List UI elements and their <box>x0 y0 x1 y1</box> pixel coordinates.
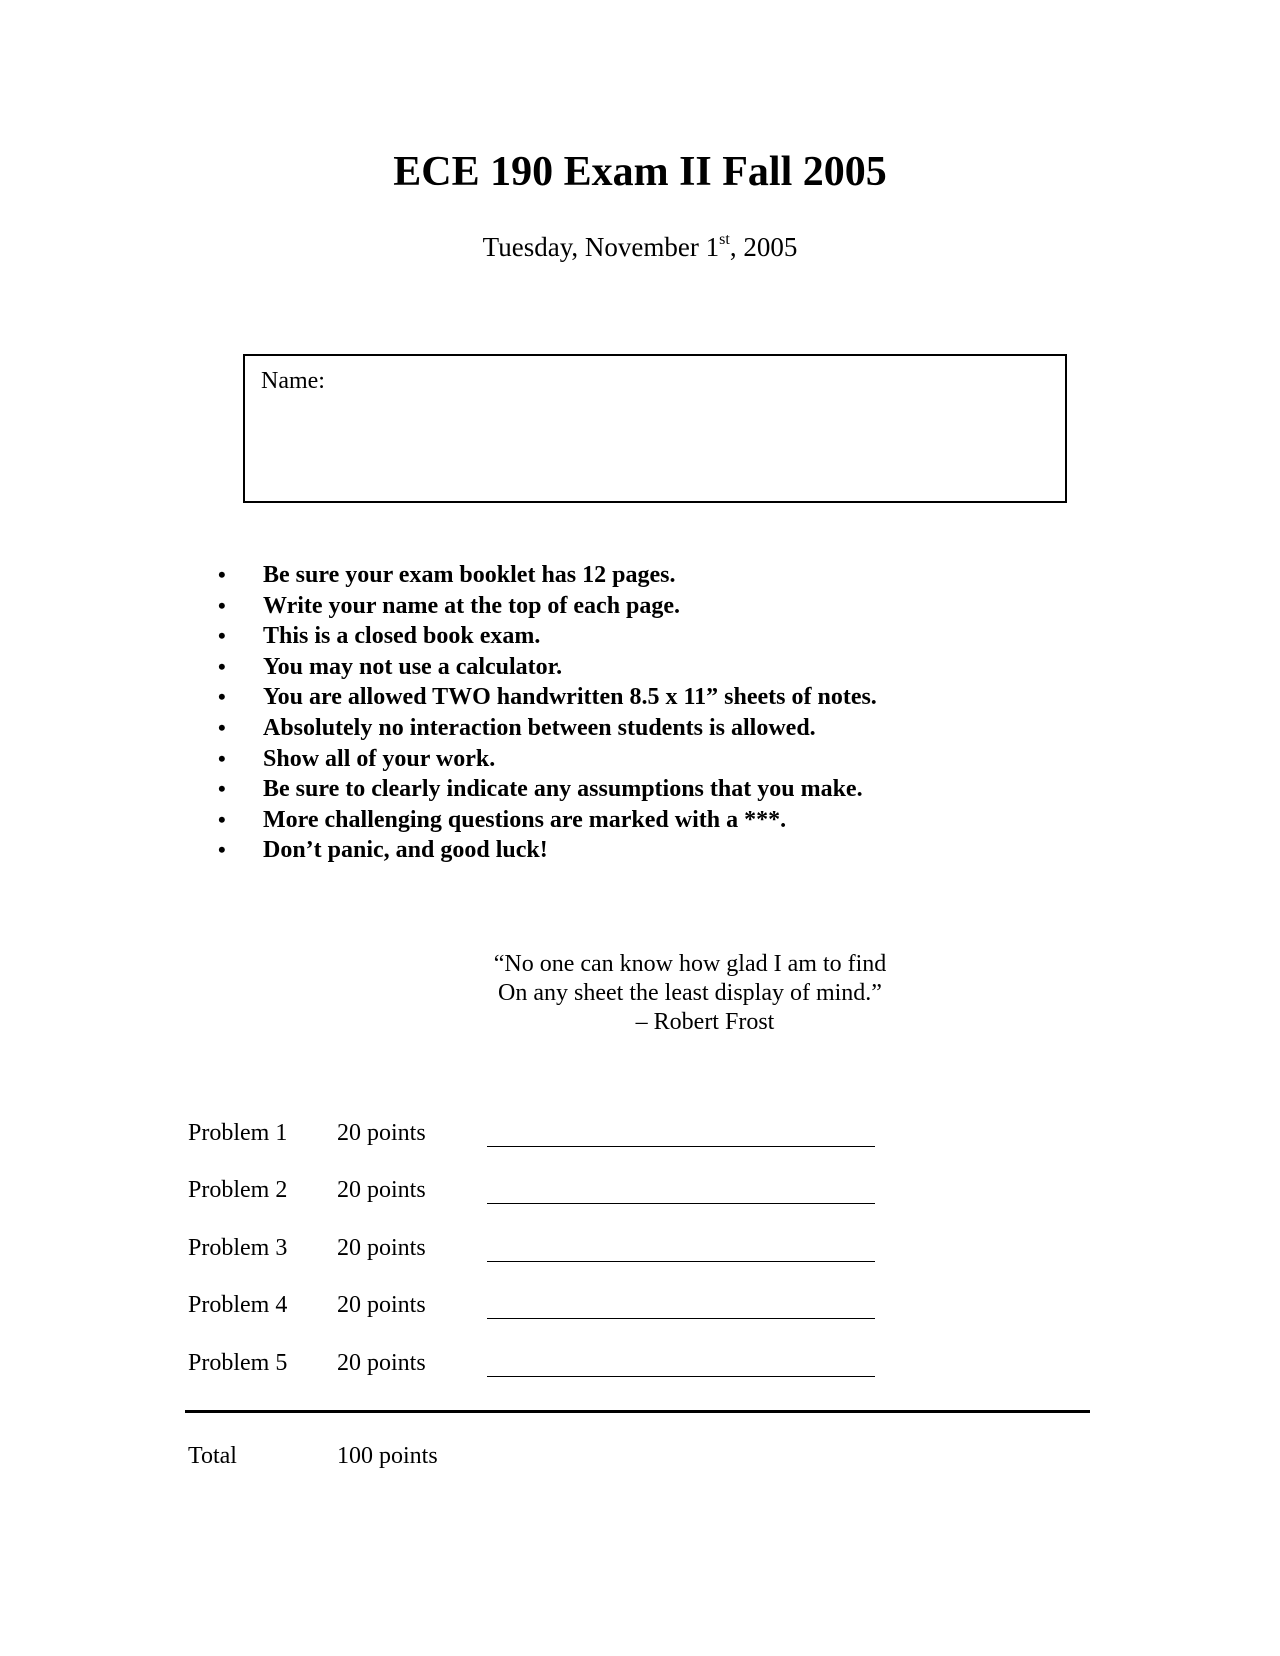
instruction-text: Write your name at the top of each page. <box>263 592 681 619</box>
total-divider <box>185 1410 1090 1413</box>
score-row <box>0 1120 1280 1177</box>
instruction-text: Absolutely no interaction between students is allowed. <box>263 714 816 741</box>
epigraph-quote <box>440 950 940 1037</box>
problem-points: 20 points <box>337 1177 426 1204</box>
bullet-icon: • <box>218 684 226 710</box>
bullet-icon: • <box>218 623 226 649</box>
score-blank-line[interactable] <box>487 1318 875 1319</box>
quote-attribution: – Robert Frost <box>635 1009 775 1035</box>
problem-label: Problem 2 <box>188 1177 288 1204</box>
instruction-text: Be sure to clearly indicate any assumptions that you make. <box>263 776 863 803</box>
bullet-icon: • <box>218 837 226 863</box>
bullet-icon: • <box>218 592 226 618</box>
bullet-icon: • <box>218 653 226 679</box>
problem-points: 20 points <box>337 1349 426 1376</box>
problem-label: Problem 1 <box>188 1120 288 1146</box>
score-row <box>0 1177 1280 1234</box>
problem-label: Problem 5 <box>188 1349 288 1376</box>
score-blank-line[interactable] <box>487 1203 875 1204</box>
date-main: Tuesday, November 1 <box>482 232 720 262</box>
bullet-icon: • <box>218 562 226 587</box>
instruction-text: You may not use a calculator. <box>263 653 563 680</box>
date-year: , 2005 <box>729 232 798 262</box>
problem-points: 20 points <box>337 1292 426 1319</box>
score-blank-line[interactable] <box>487 1146 875 1147</box>
date-ordinal-suffix: st <box>719 231 730 248</box>
exam-date <box>0 232 1280 263</box>
exam-title: ECE 190 Exam II Fall 2005 <box>393 149 887 195</box>
problem-points: 20 points <box>337 1120 426 1146</box>
score-row <box>0 1350 1280 1407</box>
instruction-text: More challenging questions are marked with a ***. <box>263 806 787 833</box>
name-field-box[interactable] <box>243 354 1067 503</box>
score-blank-line[interactable] <box>487 1261 875 1262</box>
score-row <box>0 1235 1280 1292</box>
bullet-icon: • <box>218 714 226 740</box>
instruction-text: Show all of your work. <box>263 745 496 772</box>
total-label: Total <box>188 1443 237 1469</box>
quote-line: On any sheet the least display of mind.” <box>498 980 882 1006</box>
problem-label: Problem 3 <box>188 1234 288 1261</box>
problem-points: 20 points <box>337 1234 426 1261</box>
score-blank-line[interactable] <box>487 1376 875 1377</box>
instruction-text: This is a closed book exam. <box>263 623 541 650</box>
score-table <box>0 1120 1280 1407</box>
instruction-text: You are allowed TWO handwritten 8.5 x 11” sheets of notes. <box>263 684 877 711</box>
bullet-icon: • <box>218 806 226 832</box>
instruction-text: Be sure your exam booklet has 12 pages. <box>263 562 676 588</box>
score-row <box>0 1292 1280 1349</box>
bullet-icon: • <box>218 745 226 771</box>
instruction-text: Don’t panic, and good luck! <box>263 837 548 864</box>
quote-line: “No one can know how glad I am to find <box>493 951 887 977</box>
bullet-icon: • <box>218 776 226 802</box>
problem-label: Problem 4 <box>188 1292 288 1319</box>
total-points: 100 points <box>337 1443 438 1469</box>
name-label: Name: <box>261 368 325 394</box>
